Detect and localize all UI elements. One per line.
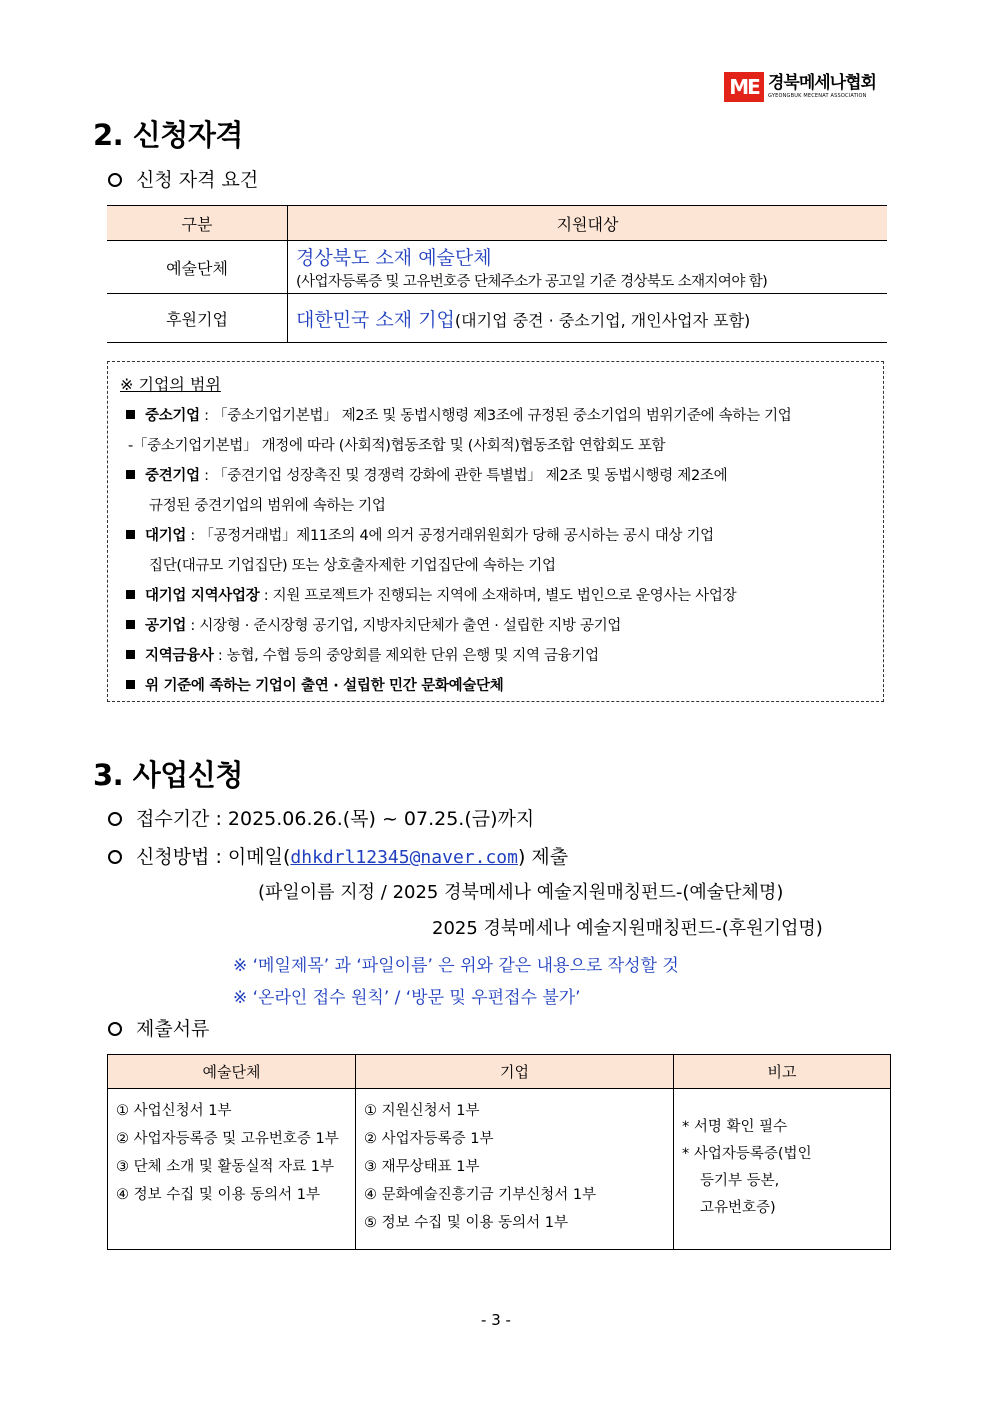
section3-title: 3. 사업신청: [93, 758, 243, 792]
list-item: ② 사업자등록증 및 고유번호증 1부: [116, 1131, 339, 1147]
list-item: 중견기업 : 「중견기업 성장촉진 및 경쟁력 강화에 관한 특별법」 제2조 및 동법시행령 제2조에: [126, 464, 727, 485]
list-item: -「중소기업기본법」 개정에 따라 (사회적)협동조합 및 (사회적)협동조합 연합회도 포함: [128, 438, 666, 454]
list-item: ① 지원신청서 1부: [364, 1103, 480, 1119]
note-item: 등기부 등본,: [700, 1173, 780, 1189]
table-header: 기업: [356, 1055, 674, 1089]
filename-line-1: (파일이름 지정 / 2025 경북메세나 예술지원매칭펀드-(예술단체명): [258, 882, 784, 903]
note-item: * 서명 확인 필수: [682, 1119, 788, 1135]
period-line: 접수기간 : 2025.06.26.(목) ~ 07.25.(금)까지: [108, 804, 534, 831]
scope-title: ※ 기업의 범위: [120, 375, 221, 394]
eligibility-table: [107, 205, 887, 343]
logo-name: 경북메세나협회: [768, 73, 876, 93]
list-item: 위 기준에 족하는 기업이 출연 · 설립한 민간 문화예술단체: [126, 674, 503, 695]
logo-mark: ME: [724, 72, 764, 102]
eligibility-subheading: 신청 자격 요건: [108, 165, 258, 192]
association-logo: [724, 72, 876, 102]
row-label: 후원기업: [107, 294, 288, 343]
table-header: 비고: [674, 1055, 891, 1089]
list-item: 대기업 : 「공정거래법」제11조의 4에 의거 공정거래위원회가 당해 공시하는 공시 대상 기업: [126, 524, 714, 545]
eligibility-note: (대기업 중견 · 중소기업, 개인사업자 포함): [454, 310, 751, 330]
list-item: 집단(대규모 기업집단) 또는 상호출자제한 기업집단에 속하는 기업: [149, 558, 556, 574]
note-item: 고유번호증): [700, 1200, 776, 1216]
eligibility-note: (사업자등록증 및 고유번호증 단체주소가 공고일 기준 경상북도 소재지여야 함): [296, 274, 768, 290]
email-link[interactable]: dhkdrl12345@naver.com: [290, 847, 518, 868]
row-label: 예술단체: [107, 241, 288, 294]
list-item: ④ 정보 수집 및 이용 동의서 1부: [116, 1187, 320, 1203]
method-line: 신청방법 : 이메일(dhkdrl12345@naver.com) 제출: [108, 842, 568, 869]
list-item: 공기업 : 시장형 · 준시장형 공기업, 지방자치단체가 출연 · 설립한 지방 공기업: [126, 614, 621, 635]
documents-table: [107, 1054, 891, 1250]
circle-bullet-icon: [108, 1022, 122, 1036]
list-item: ③ 단체 소개 및 활동실적 자료 1부: [116, 1159, 334, 1175]
list-item: ① 사업신청서 1부: [116, 1103, 232, 1119]
eligibility-main: 경상북도 소재 예술단체: [296, 247, 492, 269]
period-value: 2025.06.26.(목) ~ 07.25.(금)까지: [227, 808, 535, 830]
table-header: 구분: [107, 206, 288, 241]
logo-subtitle: GYEONGBUK MECENAT ASSOCIATION: [768, 93, 867, 99]
list-item: ④ 문화예술진흥기금 기부신청서 1부: [364, 1187, 597, 1203]
company-scope-box: [107, 361, 884, 702]
list-item: 규정된 중견기업의 범위에 속하는 기업: [149, 498, 386, 514]
circle-bullet-icon: [108, 850, 122, 864]
table-row: [108, 1089, 891, 1250]
table-row: [107, 294, 887, 343]
docs-heading: 제출서류: [108, 1014, 209, 1041]
table-row: [107, 241, 887, 294]
list-item: ② 사업자등록증 1부: [364, 1131, 494, 1147]
eligibility-main: 대한민국 소재 기업: [296, 308, 455, 331]
page-number: - 3 -: [481, 1311, 511, 1329]
notice-2: ※ ‘온라인 접수 원칙’ / ‘방문 및 우편접수 불가’: [233, 988, 581, 1008]
circle-bullet-icon: [108, 812, 122, 826]
filename-line-2: 2025 경북메세나 예술지원매칭펀드-(후원기업명): [432, 918, 823, 939]
table-header: 지원대상: [288, 206, 888, 241]
table-header: 예술단체: [108, 1055, 356, 1089]
note-item: * 사업자등록증(법인: [682, 1146, 812, 1162]
notice-1: ※ ‘메일제목’ 과 ‘파일이름’ 은 위와 같은 내용으로 작성할 것: [233, 956, 679, 976]
section2-title: 2. 신청자격: [93, 118, 243, 152]
list-item: ⑤ 정보 수집 및 이용 동의서 1부: [364, 1215, 568, 1231]
circle-bullet-icon: [108, 173, 122, 187]
list-item: 중소기업 : 「중소기업기본법」 제2조 및 동법시행령 제3조에 규정된 중소기업의 범위기준에 속하는 기업: [126, 404, 792, 425]
list-item: 지역금융사 : 농협, 수협 등의 중앙회를 제외한 단위 은행 및 지역 금융기업: [126, 644, 599, 665]
list-item: 대기업 지역사업장 : 지원 프로젝트가 진행되는 지역에 소재하며, 별도 법인으로 운영사는 사업장: [126, 584, 736, 605]
list-item: ③ 재무상태표 1부: [364, 1159, 480, 1175]
